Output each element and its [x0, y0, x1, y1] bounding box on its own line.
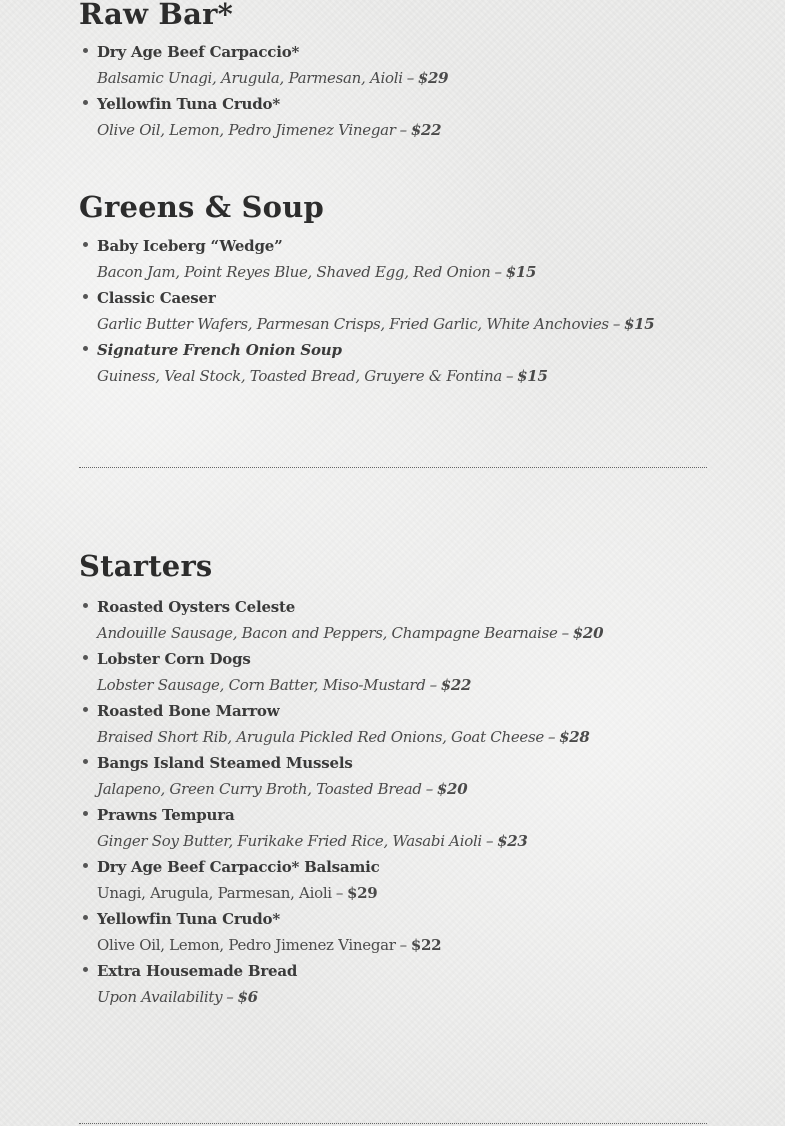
raw-bar-list — [79, 39, 448, 143]
item-description: Garlic Butter Wafers, Parmesan Crisps, Fried Garlic, White Anchovies – $15 — [97, 315, 655, 333]
item-name: Prawns Tempura — [97, 806, 235, 824]
bullet-icon — [83, 346, 88, 351]
item-price: $23 — [497, 832, 528, 850]
item-name: Dry Age Beef Carpaccio* — [97, 43, 300, 61]
item-description: Jalapeno, Green Curry Broth, Toasted Bread – $20 — [97, 780, 468, 798]
bullet-icon — [83, 603, 88, 608]
list-item — [79, 337, 654, 389]
item-price: $15 — [624, 315, 655, 333]
list-item — [79, 854, 603, 906]
list-item — [79, 285, 654, 337]
item-description: Guiness, Veal Stock, Toasted Bread, Gruyere & Fontina – $15 — [97, 367, 548, 385]
item-name: Yellowfin Tuna Crudo* — [97, 910, 280, 928]
item-name: Roasted Oysters Celeste — [97, 598, 296, 616]
item-description: Ginger Soy Butter, Furikake Fried Rice, Wasabi Aioli – $23 — [97, 832, 528, 850]
item-name: Signature French Onion Soup — [97, 341, 342, 359]
list-item — [79, 91, 448, 143]
bullet-icon — [83, 100, 88, 105]
list-item — [79, 698, 603, 750]
greens-soup-list — [79, 233, 654, 389]
item-price: $20 — [436, 780, 468, 798]
list-item — [79, 646, 603, 698]
section-title-raw-bar: Raw Bar* — [79, 0, 233, 31]
list-item — [79, 906, 603, 958]
item-price: $29 — [417, 69, 449, 87]
item-description: Lobster Sausage, Corn Batter, Miso-Mustard – $22 — [97, 676, 472, 694]
list-item — [79, 802, 603, 854]
list-item — [79, 750, 603, 802]
bullet-icon — [83, 915, 88, 920]
item-name: Dry Age Beef Carpaccio* Balsamic — [97, 858, 380, 876]
item-name: Extra Housemade Bread — [97, 962, 298, 980]
item-name: Bangs Island Steamed Mussels — [97, 754, 353, 772]
section-title-greens-soup: Greens & Soup — [79, 190, 324, 224]
item-name: Roasted Bone Marrow — [97, 702, 280, 720]
bullet-icon — [83, 48, 88, 53]
item-price: $20 — [572, 624, 604, 642]
bullet-icon — [83, 967, 88, 972]
list-item — [79, 39, 448, 91]
item-price: $15 — [505, 263, 537, 281]
starters-list — [79, 594, 603, 1010]
item-price: $22 — [410, 936, 442, 954]
item-name: Classic Caeser — [97, 289, 216, 307]
bullet-icon — [83, 242, 88, 247]
list-item — [79, 233, 654, 285]
bullet-icon — [83, 655, 88, 660]
item-price: $22 — [410, 121, 442, 139]
section-title-starters: Starters — [79, 549, 213, 583]
item-name: Yellowfin Tuna Crudo* — [97, 95, 280, 113]
bullet-icon — [83, 707, 88, 712]
item-price: $6 — [237, 988, 258, 1006]
item-description: Olive Oil, Lemon, Pedro Jimenez Vinegar – $22 — [97, 936, 442, 954]
item-price: $22 — [440, 676, 472, 694]
item-description: Andouille Sausage, Bacon and Peppers, Champagne Bearnaise – $20 — [97, 624, 604, 642]
bullet-icon — [83, 759, 88, 764]
item-name: Lobster Corn Dogs — [97, 650, 251, 668]
item-price: $28 — [559, 728, 590, 746]
item-price: $29 — [347, 884, 378, 902]
item-description: Braised Short Rib, Arugula Pickled Red Onions, Goat Cheese – $28 — [97, 728, 590, 746]
section-divider — [79, 467, 707, 468]
bullet-icon — [83, 863, 88, 868]
item-description: Bacon Jam, Point Reyes Blue, Shaved Egg, Red Onion – $15 — [97, 263, 537, 281]
item-description: Olive Oil, Lemon, Pedro Jimenez Vinegar – $22 — [97, 121, 442, 139]
section-divider — [79, 1123, 707, 1124]
bullet-icon — [83, 811, 88, 816]
item-description: Unagi, Arugula, Parmesan, Aioli – $29 — [97, 884, 378, 902]
bullet-icon — [83, 294, 88, 299]
item-price: $15 — [517, 367, 548, 385]
list-item — [79, 594, 603, 646]
item-description: Balsamic Unagi, Arugula, Parmesan, Aioli – $29 — [97, 69, 449, 87]
item-description: Upon Availability – $6 — [97, 988, 258, 1006]
item-name: Baby Iceberg “Wedge” — [97, 237, 283, 255]
list-item — [79, 958, 603, 1010]
